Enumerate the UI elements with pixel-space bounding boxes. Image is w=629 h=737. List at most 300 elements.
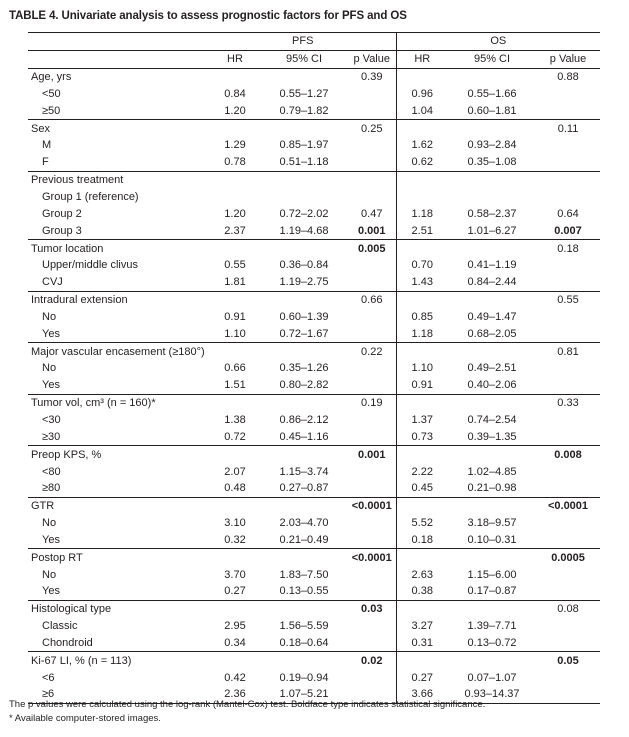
group-header-row	[28, 33, 600, 51]
pfs-hr-cell	[210, 600, 260, 617]
pfs-p-cell	[348, 669, 396, 686]
pfs-ci-header: 95% CI	[260, 50, 348, 68]
row-label: Classic	[42, 620, 78, 633]
pfs-hr-cell: 0.78	[224, 156, 246, 169]
pfs-ci-cell: 0.36–0.84	[279, 259, 329, 272]
os-p-cell	[536, 137, 600, 154]
os-hr-cell	[396, 189, 448, 206]
os-hr-cell	[396, 549, 448, 566]
table-row-group	[28, 68, 600, 85]
os-ci-cell: 0.58–2.37	[467, 207, 517, 220]
pfs-p-cell	[348, 137, 396, 154]
os-ci-cell: 0.17–0.87	[467, 585, 517, 598]
table-row	[28, 583, 600, 600]
results-table	[28, 32, 600, 704]
os-p-cell: 0.64	[557, 207, 579, 220]
row-label: Preop KPS, %	[28, 446, 210, 463]
os-ci-cell: 0.39–1.35	[467, 430, 517, 443]
pfs-p-cell	[348, 325, 396, 342]
os-ci-cell	[448, 189, 536, 206]
os-ci-cell	[448, 549, 536, 566]
pfs-hr-cell: 0.48	[224, 482, 246, 495]
row-label: No	[42, 517, 57, 530]
os-ci-cell: 3.18–9.57	[467, 517, 517, 530]
pfs-p-cell	[348, 309, 396, 326]
os-group-header: OS	[396, 33, 600, 51]
row-label: GTR	[28, 497, 210, 514]
table-row-group	[28, 600, 600, 617]
pfs-hr-cell: 1.10	[224, 327, 246, 340]
os-ci-cell: 1.15–6.00	[467, 568, 517, 581]
os-ci-cell: 0.84–2.44	[467, 276, 517, 289]
pfs-ci-cell: 0.72–1.67	[279, 327, 329, 340]
row-label: Group 3	[42, 224, 82, 237]
os-hr-cell	[396, 446, 448, 463]
table-row-group	[28, 291, 600, 308]
table-row-group	[28, 652, 600, 669]
pfs-ci-cell: 0.55–1.27	[279, 87, 329, 100]
os-p-cell	[536, 171, 600, 188]
pfs-p-cell: <0.0001	[348, 549, 396, 566]
pfs-ci-cell: 1.19–4.68	[279, 224, 329, 237]
os-ci-cell	[448, 600, 536, 617]
row-label: M	[42, 139, 52, 152]
pfs-p-cell: 0.005	[348, 240, 396, 257]
os-p-cell: 0.08	[536, 600, 600, 617]
pfs-hr-cell: 3.70	[224, 568, 246, 581]
os-hr-cell: 0.73	[411, 430, 433, 443]
os-hr-cell	[396, 68, 448, 85]
pfs-p-cell	[348, 566, 396, 583]
table-row	[28, 412, 600, 429]
pfs-p-cell: 0.03	[348, 600, 396, 617]
pfs-p-cell: <0.0001	[348, 497, 396, 514]
table-row-group	[28, 171, 600, 188]
os-p-cell	[536, 635, 600, 652]
os-hr-cell: 1.62	[411, 139, 433, 152]
column-header-row	[28, 50, 600, 68]
pfs-ci-cell	[260, 171, 348, 188]
pfs-ci-cell	[260, 497, 348, 514]
pfs-hr-cell: 3.10	[224, 517, 246, 530]
os-p-cell: 0.55	[536, 291, 600, 308]
pfs-ci-cell: 1.83–7.50	[279, 568, 329, 581]
pfs-p-cell	[348, 86, 396, 103]
os-ci-cell: 1.39–7.71	[467, 620, 517, 633]
os-ci-cell	[448, 652, 536, 669]
pfs-hr-cell: 1.20	[224, 207, 246, 220]
pfs-ci-cell	[260, 600, 348, 617]
os-p-cell	[536, 686, 600, 703]
pfs-hr-cell: 0.72	[224, 430, 246, 443]
os-ci-cell: 0.55–1.66	[467, 87, 517, 100]
os-hr-cell	[396, 291, 448, 308]
table-row	[28, 189, 600, 206]
os-ci-cell	[448, 291, 536, 308]
pfs-ci-cell: 0.80–2.82	[279, 379, 329, 392]
pfs-hr-cell	[210, 394, 260, 411]
pfs-ci-cell: 0.60–1.39	[279, 310, 329, 323]
os-ci-cell: 0.49–2.51	[467, 362, 517, 375]
row-label: CVJ	[42, 276, 63, 289]
pfs-hr-cell	[210, 171, 260, 188]
pfs-p-cell	[348, 412, 396, 429]
table-row-group	[28, 497, 600, 514]
pfs-ci-cell	[260, 240, 348, 257]
pfs-hr-cell: 1.38	[224, 413, 246, 426]
os-hr-cell	[396, 600, 448, 617]
os-ci-cell	[448, 171, 536, 188]
pfs-ci-cell: 0.72–2.02	[279, 207, 329, 220]
pfs-ci-cell: 1.15–3.74	[279, 465, 329, 478]
pfs-p-cell	[348, 531, 396, 548]
table-row	[28, 137, 600, 154]
os-p-cell	[536, 531, 600, 548]
pfs-p-cell	[348, 635, 396, 652]
row-label: <6	[42, 671, 55, 684]
table-row-group	[28, 343, 600, 360]
os-p-cell	[536, 583, 600, 600]
os-p-cell	[536, 428, 600, 445]
os-hr-cell: 0.62	[411, 156, 433, 169]
pfs-hr-cell	[210, 240, 260, 257]
pfs-hr-cell	[210, 68, 260, 85]
os-p-cell: 0.0005	[536, 549, 600, 566]
pfs-p-cell: 0.001	[348, 446, 396, 463]
os-p-cell	[536, 309, 600, 326]
pfs-hr-cell	[210, 497, 260, 514]
row-label: Yes	[42, 327, 60, 340]
row-label: <50	[42, 87, 61, 100]
pfs-p-cell: 0.25	[348, 120, 396, 137]
row-label: <30	[42, 413, 61, 426]
table-row	[28, 566, 600, 583]
os-p-cell: 0.11	[536, 120, 600, 137]
os-p-cell	[536, 360, 600, 377]
pfs-hr-cell: 0.91	[224, 310, 246, 323]
os-ci-cell	[448, 343, 536, 360]
pfs-p-header: p Value	[348, 50, 396, 68]
os-ci-header: 95% CI	[448, 50, 536, 68]
pfs-hr-cell: 2.37	[224, 224, 246, 237]
os-hr-cell	[396, 240, 448, 257]
pfs-hr-cell: 0.34	[224, 636, 246, 649]
os-hr-cell: 3.27	[411, 620, 433, 633]
table-row	[28, 360, 600, 377]
table-row	[28, 274, 600, 291]
os-p-cell: 0.88	[536, 68, 600, 85]
pfs-p-cell	[348, 274, 396, 291]
pfs-hr-cell: 0.27	[224, 585, 246, 598]
os-ci-cell: 0.35–1.08	[467, 156, 517, 169]
table-row	[28, 515, 600, 532]
pfs-hr-cell: 1.29	[224, 139, 246, 152]
row-label: Intradural extension	[28, 291, 210, 308]
os-ci-cell: 0.41–1.19	[467, 259, 517, 272]
pfs-p-cell: 0.22	[348, 343, 396, 360]
pfs-ci-cell	[260, 652, 348, 669]
os-p-cell: <0.0001	[536, 497, 600, 514]
row-label: Tumor vol, cm³ (n = 160)*	[28, 394, 210, 411]
os-hr-cell: 0.91	[411, 379, 433, 392]
row-label: ≥30	[42, 430, 61, 443]
table-row	[28, 618, 600, 635]
pfs-hr-cell: 0.32	[224, 533, 246, 546]
pfs-hr-cell	[210, 343, 260, 360]
table-row	[28, 669, 600, 686]
os-hr-cell: 1.04	[411, 104, 433, 117]
pfs-p-cell	[348, 360, 396, 377]
pfs-p-cell: 0.47	[348, 205, 396, 222]
table-row	[28, 309, 600, 326]
pfs-p-cell: 0.66	[348, 291, 396, 308]
os-p-cell: 0.05	[536, 652, 600, 669]
row-label: Sex	[28, 120, 210, 137]
os-ci-cell: 0.68–2.05	[467, 327, 517, 340]
pfs-ci-cell	[260, 343, 348, 360]
pfs-hr-cell: 0.84	[224, 87, 246, 100]
pfs-p-cell	[348, 618, 396, 635]
pfs-ci-cell: 0.45–1.16	[279, 430, 329, 443]
os-p-cell	[536, 618, 600, 635]
os-ci-cell: 1.01–6.27	[467, 224, 517, 237]
pfs-p-cell	[348, 463, 396, 480]
os-ci-cell	[448, 497, 536, 514]
pfs-ci-cell: 1.07–5.21	[260, 686, 348, 703]
os-p-cell: 0.81	[536, 343, 600, 360]
table-row	[28, 531, 600, 548]
os-p-cell	[536, 463, 600, 480]
pfs-p-cell	[348, 377, 396, 394]
pfs-hr-cell	[210, 189, 260, 206]
table-row	[28, 257, 600, 274]
pfs-ci-cell	[260, 549, 348, 566]
pfs-p-cell	[348, 171, 396, 188]
pfs-hr-cell: 1.20	[224, 104, 246, 117]
table-row	[28, 205, 600, 222]
row-label: F	[42, 156, 49, 169]
os-hr-cell: 5.52	[411, 517, 433, 530]
os-ci-cell: 0.13–0.72	[467, 636, 517, 649]
os-hr-cell: 0.18	[411, 533, 433, 546]
table-row	[28, 635, 600, 652]
os-p-cell	[536, 669, 600, 686]
os-p-cell	[536, 377, 600, 394]
os-ci-cell: 0.21–0.98	[467, 482, 517, 495]
os-ci-cell: 0.10–0.31	[467, 533, 517, 546]
pfs-p-cell	[348, 480, 396, 497]
os-p-cell	[536, 189, 600, 206]
os-p-cell: 0.007	[554, 224, 582, 237]
row-label: No	[42, 310, 57, 323]
row-label: <80	[42, 465, 61, 478]
os-hr-header: HR	[396, 50, 448, 68]
pfs-p-cell	[348, 583, 396, 600]
pfs-p-cell: 0.19	[348, 394, 396, 411]
os-hr-cell	[396, 120, 448, 137]
pfs-p-cell	[348, 257, 396, 274]
row-label: No	[42, 568, 57, 581]
os-p-cell: 0.008	[536, 446, 600, 463]
os-ci-cell: 0.93–2.84	[467, 139, 517, 152]
pfs-ci-cell: 0.18–0.64	[279, 636, 329, 649]
os-hr-cell	[396, 343, 448, 360]
table-row	[28, 222, 600, 239]
os-ci-cell: 0.93–14.37	[448, 686, 536, 703]
row-label: Upper/middle clivus	[42, 259, 138, 272]
table-row	[28, 154, 600, 171]
row-label: ≥50	[42, 104, 61, 117]
os-p-cell: 0.18	[536, 240, 600, 257]
pfs-ci-cell: 0.35–1.26	[279, 362, 329, 375]
os-p-cell	[536, 102, 600, 119]
pfs-hr-cell: 0.55	[224, 259, 246, 272]
pfs-hr-cell	[210, 120, 260, 137]
os-p-cell	[536, 515, 600, 532]
row-label: ≥6	[28, 686, 210, 703]
os-hr-cell	[396, 394, 448, 411]
os-ci-cell: 0.60–1.81	[467, 104, 517, 117]
row-label: Yes	[42, 379, 60, 392]
os-hr-cell: 2.22	[411, 465, 433, 478]
pfs-hr-cell	[210, 291, 260, 308]
row-label: Group 1 (reference)	[42, 191, 139, 204]
os-ci-cell: 0.49–1.47	[467, 310, 517, 323]
os-hr-cell: 1.10	[411, 362, 433, 375]
os-ci-cell	[448, 394, 536, 411]
pfs-ci-cell: 0.79–1.82	[279, 104, 329, 117]
footnote-images: * Available computer-stored images.	[9, 713, 161, 724]
row-label: Chondroid	[42, 636, 93, 649]
os-p-cell	[536, 274, 600, 291]
pfs-ci-cell: 0.19–0.94	[279, 671, 329, 684]
row-label: Previous treatment	[28, 171, 210, 188]
pfs-hr-cell	[210, 652, 260, 669]
pfs-p-cell: 0.001	[348, 222, 396, 239]
table-row	[28, 102, 600, 119]
pfs-ci-cell	[260, 291, 348, 308]
table-row-group	[28, 120, 600, 137]
os-hr-cell: 0.96	[411, 87, 433, 100]
pfs-ci-cell: 0.21–0.49	[279, 533, 329, 546]
pfs-ci-cell	[260, 120, 348, 137]
pfs-p-cell	[348, 428, 396, 445]
pfs-ci-cell	[260, 446, 348, 463]
os-ci-cell	[448, 240, 536, 257]
os-hr-cell: 1.37	[411, 413, 433, 426]
table-row-group	[28, 446, 600, 463]
pfs-ci-cell: 1.56–5.59	[279, 620, 329, 633]
pfs-ci-cell: 0.51–1.18	[279, 156, 329, 169]
os-hr-cell: 2.51	[411, 224, 433, 237]
pfs-p-cell	[348, 189, 396, 206]
pfs-ci-cell	[260, 394, 348, 411]
table-row	[28, 325, 600, 342]
os-p-cell	[536, 412, 600, 429]
pfs-hr-cell: 0.42	[224, 671, 246, 684]
table-row-group	[28, 394, 600, 411]
os-hr-cell	[396, 497, 448, 514]
pfs-ci-cell	[260, 189, 348, 206]
pfs-group-header: PFS	[210, 33, 396, 51]
table-row	[28, 463, 600, 480]
os-hr-cell: 1.18	[411, 207, 433, 220]
table-title: TABLE 4. Univariate analysis to assess prognostic factors for PFS and OS	[9, 10, 407, 22]
os-hr-cell: 0.45	[411, 482, 433, 495]
pfs-hr-cell: 2.36	[210, 686, 260, 703]
table-row	[28, 86, 600, 103]
os-p-cell: 0.33	[536, 394, 600, 411]
pfs-p-cell	[348, 102, 396, 119]
pfs-ci-cell: 2.03–4.70	[279, 517, 329, 530]
row-label: Group 2	[42, 207, 82, 220]
os-p-header: p Value	[536, 50, 600, 68]
row-label: ≥80	[42, 482, 61, 495]
pfs-ci-cell: 0.86–2.12	[279, 413, 329, 426]
os-hr-cell: 0.27	[411, 671, 433, 684]
pfs-hr-cell: 2.07	[224, 465, 246, 478]
row-label: Age, yrs	[28, 68, 210, 85]
pfs-p-cell	[348, 515, 396, 532]
pfs-hr-header: HR	[210, 50, 260, 68]
os-ci-cell: 1.02–4.85	[467, 465, 517, 478]
row-label: Tumor location	[28, 240, 210, 257]
os-hr-cell	[396, 652, 448, 669]
os-hr-cell: 0.85	[411, 310, 433, 323]
os-p-cell	[536, 325, 600, 342]
pfs-ci-cell	[260, 68, 348, 85]
os-ci-cell	[448, 68, 536, 85]
os-ci-cell	[448, 446, 536, 463]
row-label: No	[42, 362, 57, 375]
os-hr-cell: 2.63	[411, 568, 433, 581]
table-row-group	[28, 549, 600, 566]
os-hr-cell	[396, 171, 448, 188]
os-p-cell	[536, 257, 600, 274]
os-p-cell	[536, 86, 600, 103]
pfs-hr-cell	[210, 549, 260, 566]
pfs-ci-cell: 0.85–1.97	[279, 139, 329, 152]
os-hr-cell: 3.66	[396, 686, 448, 703]
os-hr-cell: 1.43	[411, 276, 433, 289]
table-row	[28, 480, 600, 497]
table-row	[28, 428, 600, 445]
os-hr-cell: 0.38	[411, 585, 433, 598]
os-p-cell	[536, 154, 600, 171]
os-ci-cell	[448, 120, 536, 137]
os-ci-cell: 0.07–1.07	[467, 671, 517, 684]
os-ci-cell: 0.74–2.54	[467, 413, 517, 426]
pfs-ci-cell: 1.19–2.75	[279, 276, 329, 289]
os-p-cell	[536, 566, 600, 583]
row-label: Ki-67 LI, % (n = 113)	[28, 652, 210, 669]
footnote-test: The p values were calculated using the log-rank (Mantel-Cox) test. Boldface type indicates statistical significance.	[9, 699, 486, 710]
table-row-group	[28, 240, 600, 257]
row-label: Yes	[42, 585, 60, 598]
pfs-ci-cell: 0.27–0.87	[279, 482, 329, 495]
pfs-hr-cell: 1.81	[224, 276, 246, 289]
pfs-p-cell: 0.39	[348, 68, 396, 85]
os-hr-cell: 0.70	[411, 259, 433, 272]
row-label: Postop RT	[28, 549, 210, 566]
row-label: Yes	[42, 533, 60, 546]
row-label: Histological type	[28, 600, 210, 617]
pfs-hr-cell	[210, 446, 260, 463]
os-ci-cell: 0.40–2.06	[467, 379, 517, 392]
pfs-hr-cell: 1.51	[224, 379, 246, 392]
pfs-ci-cell: 0.13–0.55	[279, 585, 329, 598]
pfs-p-cell	[348, 154, 396, 171]
